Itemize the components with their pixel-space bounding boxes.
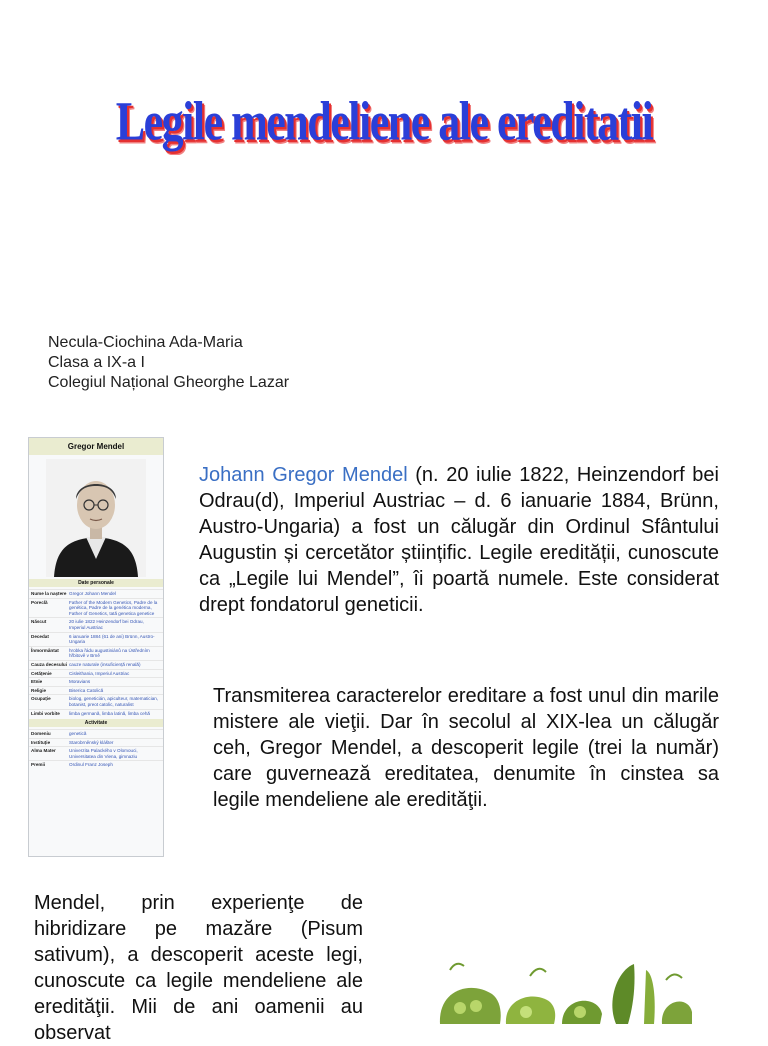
infobox-row-value[interactable]: Father of the Modern Genetics, Padre de la genética, Padre de la genética moderna, Father of Genetics, tată genetica genetice [69, 599, 158, 616]
infobox-row-value[interactable]: biolog, geneticián, apiculteur, matematician, botanist, preot catolic, naturalist [69, 696, 159, 707]
infobox-section-activity: Activitate [29, 719, 163, 727]
infobox [28, 437, 164, 857]
portrait-image [46, 459, 146, 577]
mendel-link[interactable]: Johann Gregor Mendel [199, 464, 408, 486]
infobox-row-label: Alma Mater [31, 748, 56, 754]
infobox-row [29, 660, 163, 669]
infobox-row-label: Născut [31, 619, 47, 625]
infobox-row-value[interactable]: limba germană, limba latină, limba cehă [69, 710, 150, 716]
infobox-row [29, 677, 163, 686]
infobox-row [29, 598, 163, 618]
infobox-row-value[interactable]: genetică [69, 731, 87, 737]
infobox-row [29, 632, 163, 646]
author-block [48, 333, 289, 393]
infobox-row [29, 738, 163, 747]
slide-title: Legile mendeliene ale ereditatii [115, 90, 653, 153]
infobox-row-label: Cetățenie [31, 670, 52, 676]
infobox-row-value[interactable]: Cisleithania, Imperiul Austriac [69, 670, 130, 676]
infobox-row [29, 686, 163, 695]
infobox-row-label: Poreclă [31, 599, 48, 605]
infobox-row-value[interactable]: Ordinul Franz Joseph [69, 762, 113, 768]
author-class: Clasa a IX-a I [48, 354, 145, 371]
paragraph-heredity: Transmiterea caracterelor ereditare a fost unul din marile mistere ale vieţii. Dar în secolul al XIX-lea un călugăr ceh, Gregor Mendel, a descoperit legile (trei la număr) care guvernează ereditatea, denumite în cinstea sa legile mendeliene ale eredităţii. [213, 685, 719, 811]
infobox-row-value[interactable]: Gregor Johann Mendel [69, 591, 116, 596]
infobox-section-personal: Date personale [29, 579, 163, 587]
author-name: Necula-Ciochina Ada-Maria [48, 334, 243, 351]
infobox-row-label: Etnie [31, 679, 43, 685]
paragraph-biography [199, 462, 719, 618]
infobox-row-label: Religie [31, 687, 47, 693]
infobox-row-value[interactable]: cauze naturale (insuficiență renală) [69, 661, 141, 667]
infobox-row [29, 709, 163, 718]
infobox-row-value[interactable]: hrobka řádu augustiniánů na Ústředním hřbitově v Brně [69, 647, 150, 659]
infobox-row-value[interactable]: Univerzita Palackého v Olomouci, Universitatea din Viena, gimnaziu [69, 748, 138, 759]
infobox-row-label: Ocupație [31, 696, 51, 702]
paragraph-experiments: Mendel, prin experienţe de hibridizare pe mazăre (Pisum sativum), a descoperit aceste legi, cunoscute ca legile mendeliene ale eredităţii. Mii de ani oamenii au observat [34, 892, 363, 1044]
infobox-row [29, 746, 163, 760]
infobox-title: Gregor Mendel [29, 438, 163, 455]
author-school: Colegiul Național Gheorghe Lazar [48, 374, 290, 391]
infobox-row [29, 589, 163, 598]
infobox-row-value[interactable]: 6 ianuarie 1884 (61 de ani) Brünn, Austro-Ungaria [69, 633, 155, 645]
infobox-row [29, 669, 163, 678]
infobox-row [29, 617, 163, 631]
infobox-row [29, 729, 163, 738]
google-pea-doodle-image [430, 950, 700, 1024]
biography-text: (n. 20 iulie 1822, Heinzendorf bei Odrau(d), Imperiul Austriac – d. 6 ianuarie 1884, Brünn, Austro-Ungaria) a fost un călugăr din Ordinul Sfântului Augustin și cercetător științific. Legile eredității, cunoscute ca „Legile lui Mendel”, îi poartă numele. Este considerat drept fondatorul geneticii. [199, 464, 719, 616]
infobox-row-value[interactable]: Starobrněnský klášter [69, 739, 114, 745]
infobox-row-label: Instituție [31, 739, 51, 745]
infobox-row-value[interactable]: 20 iulie 1822 Heinzendorf bei Odrau, Imperiul Austriac [69, 619, 144, 630]
infobox-row-value[interactable]: Moravians [69, 679, 91, 685]
infobox-row [29, 646, 163, 660]
infobox-row-label: Decedat [31, 633, 49, 639]
infobox-row-label: Cauza decesului [31, 661, 67, 667]
infobox-row [29, 694, 163, 708]
infobox-row-value[interactable]: Biserica Catolică [69, 687, 104, 693]
infobox-row-label: Înmormântat [31, 647, 59, 653]
infobox-row-label: Nume la naștere [31, 591, 67, 596]
infobox-row-label: Domeniu [31, 731, 51, 737]
infobox-row [29, 760, 163, 769]
infobox-row-label: Premii [31, 762, 46, 768]
infobox-row-label: Limbi vorbite [31, 710, 60, 716]
